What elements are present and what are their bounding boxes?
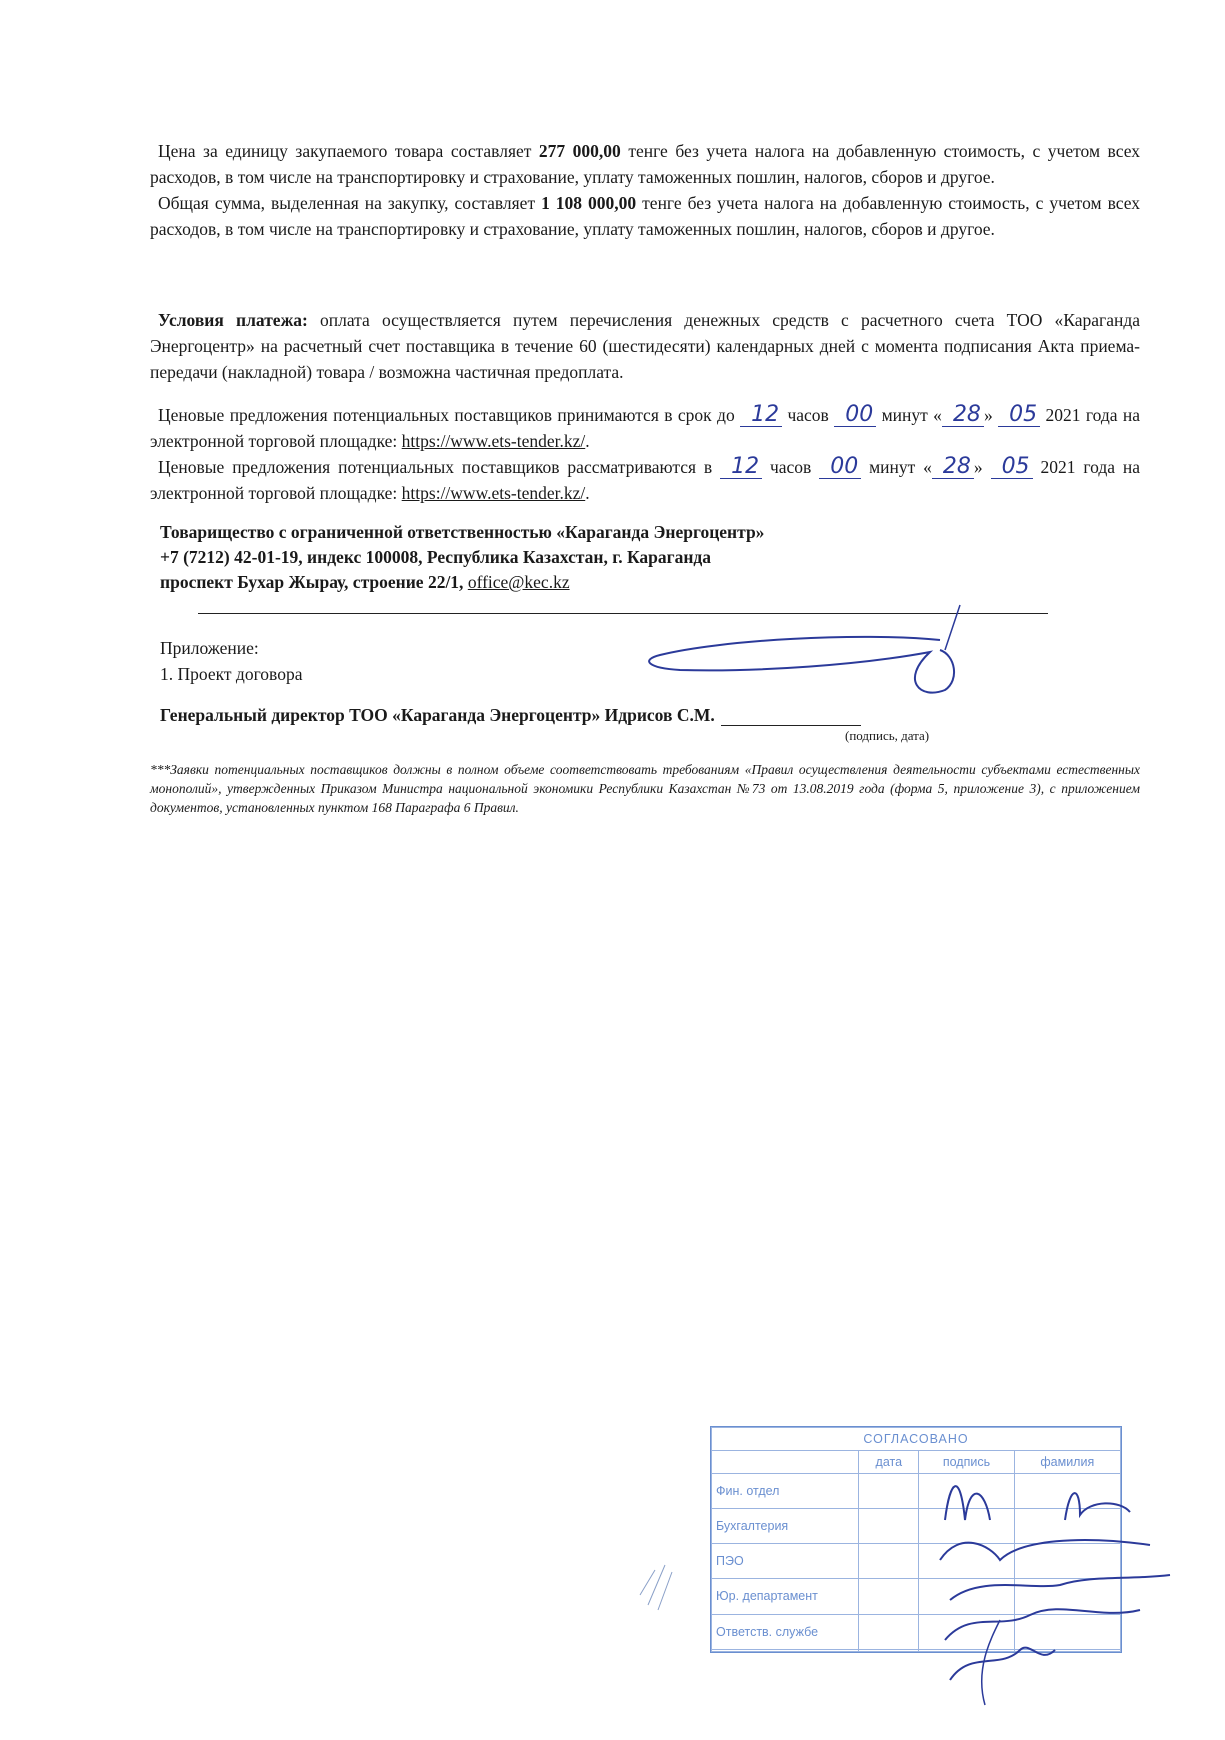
ets-tender-link[interactable]: https://www.ets-tender.kz/ — [401, 431, 586, 451]
stamp-col-date: дата — [859, 1451, 919, 1474]
director-title: Генеральный директор ТОО «Караганда Энергоцентр» Идрисов С.М. — [160, 705, 715, 725]
payment-paragraph: Условия платежа: оплата осуществляется путем перечисления денежных средств с расчетного счета ТОО «Караганда Энергоцентр» на расчетный счет поставщика в течение 60 (шестидесяти) календарных дней с момента подписания Акта приема-передачи (накладной) товара / возможна частичная предоплата. — [150, 310, 1141, 382]
accept-hours-handwritten: 12 — [740, 404, 782, 427]
company-name: Товарищество с ограниченной ответственностью «Караганда Энергоцентр» — [160, 522, 765, 542]
unit-price-paragraph: Цена за единицу закупаемого товара составляет 277 000,00 тенге без учета налога на добавленную стоимость, с учетом всех расходов, в том числе на транспортировку и страхование, уплату таможенных пошлин, налогов, сборов и другое. — [150, 141, 1140, 187]
stamp-row-label: Юр. департамент — [712, 1579, 859, 1614]
appendix — [160, 635, 302, 687]
company-email-link[interactable]: office@kec.kz — [467, 572, 570, 592]
accept-day-handwritten: 28 — [942, 404, 984, 427]
acceptance-paragraph: Ценовые предложения потенциальных поставщиков принимаются в срок до 12 часов 00 минут « 28 » 05 2021 года на электронной торговой площадке: https://www.ets-tender.kz/. — [150, 402, 1141, 451]
review-month-handwritten: 05 — [991, 456, 1033, 479]
stamp-row-label: Фин. отдел — [712, 1474, 859, 1509]
total-amount: 1 108 000,00 — [541, 193, 637, 213]
approval-stamp — [710, 1426, 1122, 1653]
director-signature-scribble — [649, 637, 954, 693]
signature-blank — [721, 707, 861, 726]
margin-mark — [640, 1565, 672, 1610]
director-signature-line — [160, 705, 861, 726]
company-phone-address: +7 (7212) 42-01-19, индекс 100008, Республика Казахстан, г. Караганда — [160, 547, 712, 567]
separator-line — [198, 613, 1048, 614]
review-hours-handwritten: 12 — [720, 456, 762, 479]
stamp-col-surname: фамилия — [1014, 1451, 1120, 1474]
footnote: ***Заявки потенциальных поставщиков должны в полном объеме соответствовать требованиям «Правил осуществления деятельности субъектами естественных монополий», утвержденных Приказом Министра национальной экономики Республики Казахстан №73 от 13.08.2019 года (форма 5, приложение 3), с приложением документов, установленных пунктом 168 Параграфа 6 Правил. — [150, 762, 1140, 815]
total-paragraph: Общая сумма, выделенная на закупку, составляет 1 108 000,00 тенге без учета налога на добавленную стоимость, с учетом всех расходов, в том числе на транспортировку и страхование, уплату таможенных пошлин, налогов, сборов и другое. — [150, 193, 1140, 239]
company-details — [160, 520, 764, 595]
payment-label: Условия платежа: — [158, 310, 308, 330]
unit-price-amount: 277 000,00 — [538, 141, 621, 161]
review-minutes-handwritten: 00 — [819, 456, 861, 479]
review-day-handwritten: 28 — [932, 456, 974, 479]
review-paragraph: Ценовые предложения потенциальных поставщиков рассматриваются в 12 часов 00 минут « 28 » 05 2021 года на электронной торговой площадке: https://www.ets-tender.kz/. — [150, 454, 1141, 503]
deadlines-section — [150, 402, 1140, 506]
appendix-item: 1. Проект договора — [160, 664, 303, 684]
stamp-title: СОГЛАСОВАНО — [712, 1428, 1121, 1451]
accept-month-handwritten: 05 — [998, 404, 1040, 427]
appendix-title: Приложение: — [160, 638, 259, 658]
ets-tender-link-2[interactable]: https://www.ets-tender.kz/ — [401, 483, 586, 503]
stamp-row-label: Ответств. службе — [712, 1614, 859, 1649]
stamp-row-label: ПЭО — [712, 1544, 859, 1579]
accept-minutes-handwritten: 00 — [834, 404, 876, 427]
company-street: проспект Бухар Жырау, строение 22/1, office@kec.kz — [160, 572, 570, 592]
prices-section — [150, 138, 1140, 242]
signature-caption: (подпись, дата) — [845, 728, 930, 743]
director-signature-tail — [945, 605, 960, 650]
payment-section — [150, 307, 1140, 385]
stamp-col-signature: подпись — [919, 1451, 1014, 1474]
stamp-row-label: Бухгалтерия — [712, 1509, 859, 1544]
